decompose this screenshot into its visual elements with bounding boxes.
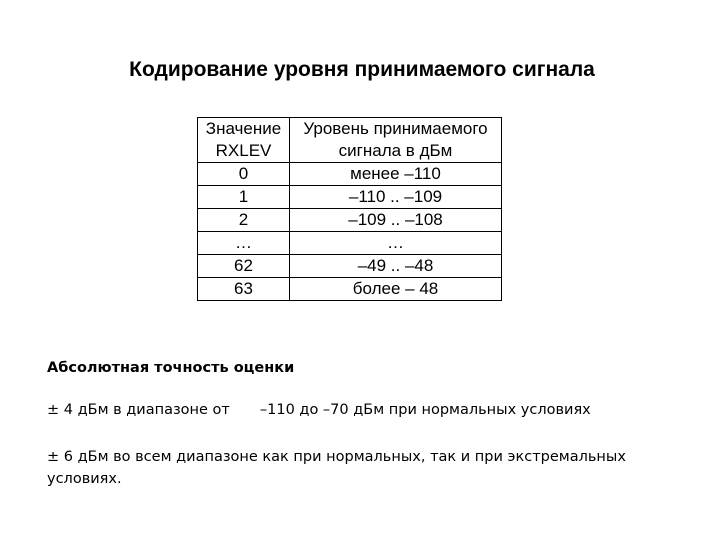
table-row: [198, 278, 502, 301]
rxlev-value: 62: [198, 255, 290, 278]
accuracy-heading: Абсолютная точность оценки: [47, 360, 295, 376]
table-header-row: [198, 118, 502, 141]
signal-level: –110 .. –109: [290, 186, 502, 209]
table-row: [198, 255, 502, 278]
rxlev-value: …: [198, 232, 290, 255]
table-row: [198, 209, 502, 232]
rxlev-value: 63: [198, 278, 290, 301]
signal-level: –49 .. –48: [290, 255, 502, 278]
signal-level: –109 .. –108: [290, 209, 502, 232]
page-title: Кодирование уровня принимаемого сигнала: [129, 58, 595, 81]
signal-level: …: [290, 232, 502, 255]
header-level-line1: Уровень принимаемого: [290, 118, 502, 141]
accuracy-extreme-conditions: ± 6 дБм во всем диапазоне как при нормальных, так и при экстремальных условиях.: [47, 449, 626, 487]
table-row: [198, 163, 502, 186]
accuracy-line1-part2: –110 до –70 дБм при нормальных условиях: [259, 402, 591, 418]
rxlev-value: 0: [198, 163, 290, 186]
signal-level: менее –110: [290, 163, 502, 186]
rxlev-value: 1: [198, 186, 290, 209]
header-value-line2: RXLEV: [198, 140, 290, 163]
signal-level: более – 48: [290, 278, 502, 301]
header-value-line1: Значение: [198, 118, 290, 141]
accuracy-line1-part1: ± 4 дБм в диапазоне от: [47, 402, 230, 418]
accuracy-normal-conditions: [47, 402, 591, 418]
table-row: [198, 232, 502, 255]
rxlev-value: 2: [198, 209, 290, 232]
table-row: [198, 186, 502, 209]
header-level-line2: сигнала в дБм: [290, 140, 502, 163]
table-header-row: [198, 140, 502, 163]
rxlev-table: [197, 117, 502, 301]
